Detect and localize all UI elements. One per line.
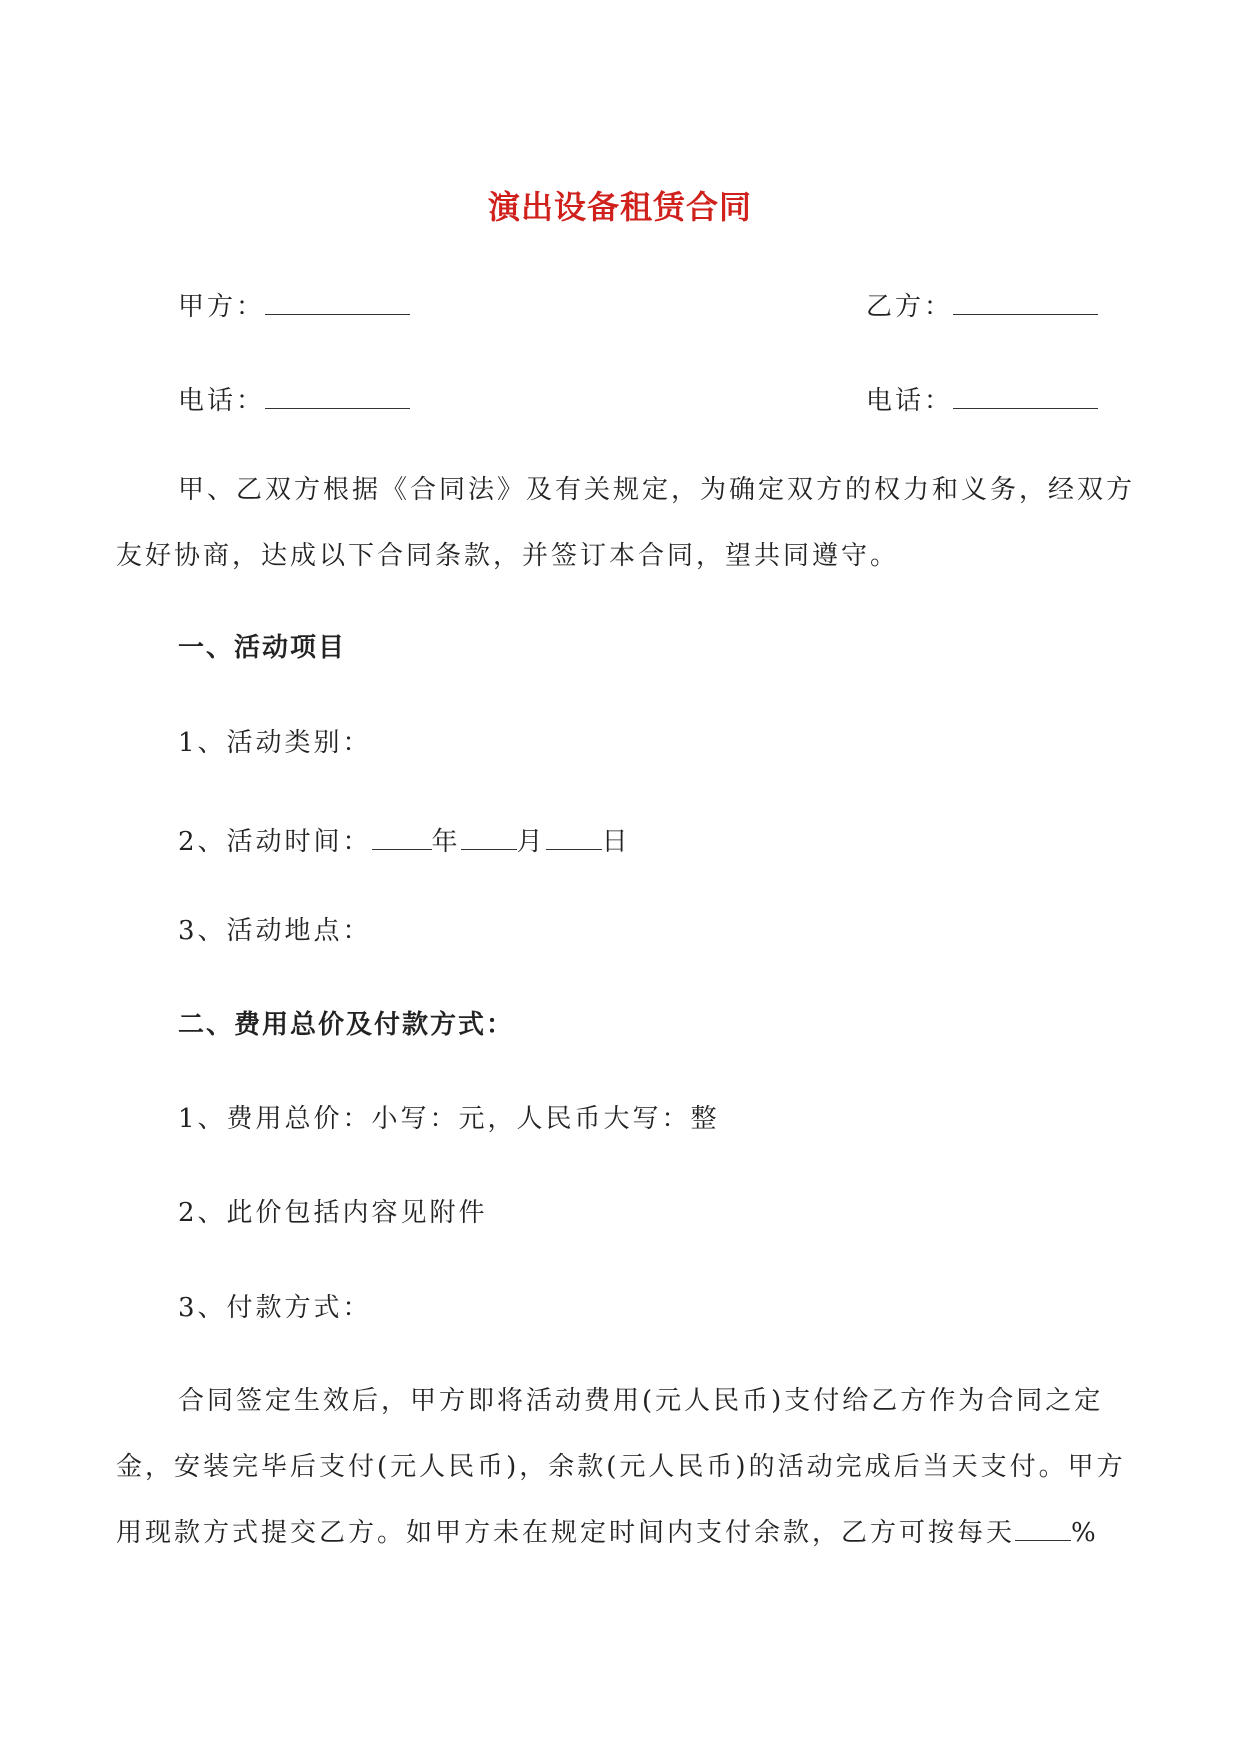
phone-b-label: 电话： bbox=[866, 386, 954, 416]
intro-text: 甲、乙双方根据《合同法》及有关规定，为确定双方的权力和义务，经双方友好协商，达成以下合同条款，并签订本合同，望共同遵守。 bbox=[116, 475, 1136, 571]
payment-paragraph bbox=[116, 1368, 1136, 1566]
activity-type: 1、活动类别： bbox=[178, 728, 372, 758]
payment-method-label: 3、付款方式： bbox=[178, 1293, 372, 1323]
day-label: 日 bbox=[601, 827, 631, 857]
phone-b-blank bbox=[953, 378, 1098, 409]
phone-a-row bbox=[178, 378, 410, 419]
month-label: 月 bbox=[516, 827, 546, 857]
activity-time-row bbox=[178, 819, 631, 860]
phone-b-row bbox=[866, 378, 1098, 419]
party-b-label: 乙方： bbox=[866, 292, 954, 322]
price-includes: 2、此价包括内容见附件 bbox=[178, 1198, 488, 1228]
party-b-row bbox=[866, 284, 1098, 325]
percent-sign: % bbox=[1071, 1518, 1099, 1548]
year-label: 年 bbox=[431, 827, 461, 857]
payment-text: 合同签定生效后，甲方即将活动费用(元人民币)支付给乙方作为合同之定金，安装完毕后支付(元人民币)，余款(元人民币)的活动完成后当天支付。甲方用现款方式提交乙方。如甲方未在规定时间内支付余款，乙方可按每天 bbox=[116, 1386, 1126, 1548]
rate-blank bbox=[1015, 1510, 1071, 1541]
intro-paragraph bbox=[116, 457, 1136, 589]
total-price: 1、费用总价：小写：元，人民币大写：整 bbox=[178, 1104, 720, 1134]
section2-heading: 二、费用总价及付款方式： bbox=[178, 1010, 515, 1040]
phone-a-label: 电话： bbox=[178, 386, 266, 416]
phone-a-blank bbox=[265, 378, 410, 409]
party-b-blank bbox=[953, 284, 1098, 315]
party-a-blank bbox=[265, 284, 410, 315]
section1-heading: 一、活动项目 bbox=[178, 633, 347, 663]
month-blank bbox=[461, 819, 517, 850]
activity-time-label: 2、活动时间： bbox=[178, 827, 372, 857]
day-blank bbox=[546, 819, 602, 850]
year-blank bbox=[372, 819, 432, 850]
party-a-row bbox=[178, 284, 410, 325]
activity-location: 3、活动地点： bbox=[178, 916, 372, 946]
contract-title: 演出设备租赁合同 bbox=[487, 188, 752, 226]
party-a-label: 甲方： bbox=[178, 292, 266, 322]
